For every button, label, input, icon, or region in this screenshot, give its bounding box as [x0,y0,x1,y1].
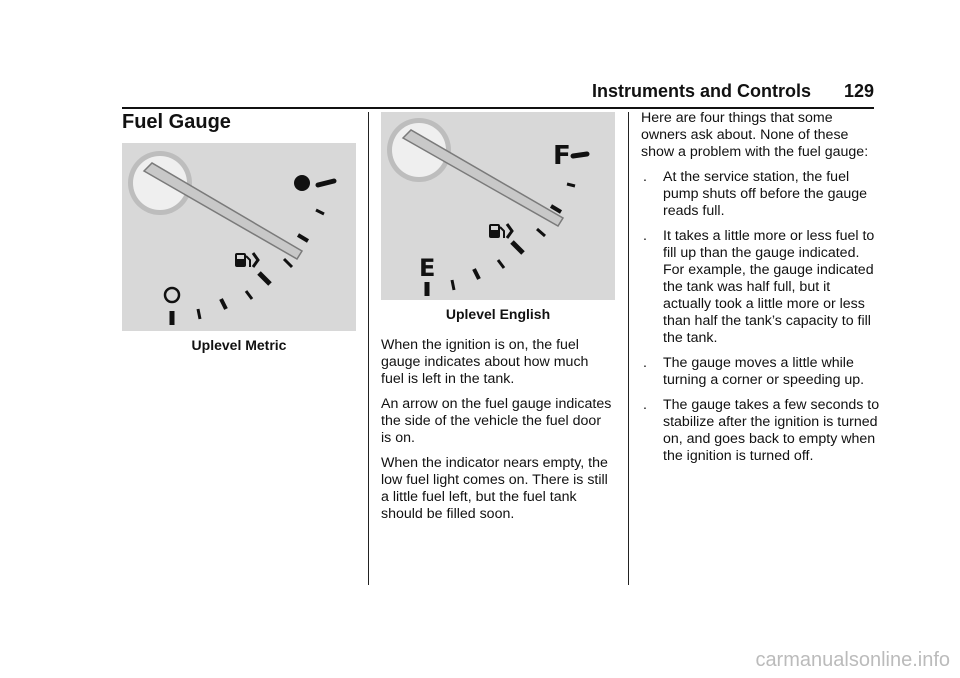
section-title: Fuel Gauge [122,111,231,133]
gauge-tick [452,280,454,290]
list-item-text: It takes a little more or less fuel to fill up than the gauge indicated. For example, the gauge indicated the tank was half full, but it actually took a little more or less than half the tank’s capacity to fill the tank. [663,228,875,346]
full-marker-icon [294,175,310,191]
list-item-text: The gauge takes a few seconds to stabilize after the ignition is turned on, and goes back to empty when the ignition is turned off. [663,397,880,464]
fuel-gauge-metric-illustration [122,143,356,331]
full-tick [573,154,587,156]
bullet-marker: . [643,169,647,185]
list-item [641,355,881,389]
column-divider-2 [628,112,629,585]
fuel-gauge-english-illustration [381,112,615,300]
page-number: 129 [843,81,874,101]
figure-caption-metric: Uplevel Metric [191,337,287,353]
list-item-text: At the service station, the fuel pump shuts off before the gauge reads full. [663,169,868,219]
paragraph: When the indicator nears empty, the low fuel light comes on. There is still a little fuel left, but the fuel tank should be filled soon. [381,455,608,522]
header-rule [122,107,874,109]
paragraph: When the ignition is on, the fuel gauge indicates about how much fuel is left in the tank. [381,337,589,387]
empty-label: E [419,254,436,282]
list-item [641,397,881,465]
bullet-marker: . [643,355,647,371]
gauge-tick [567,184,575,186]
watermark: carmanualsonline.info [755,649,950,671]
bullet-marker: . [643,228,647,244]
paragraph: An arrow on the fuel gauge indicates the side of the vehicle the fuel door is on. [381,396,612,446]
bullet-marker: . [643,397,647,413]
list-item [641,169,881,220]
column-1 [122,110,356,368]
intro-paragraph: Here are four things that some owners ask about. None of these show a problem with the fuel gauge: [641,110,869,160]
column-3 [641,110,881,473]
full-label: F [553,141,571,171]
page-header [122,81,874,109]
figure-caption-english: Uplevel English [445,306,551,322]
list-item-text: The gauge moves a little while turning a corner or speeding up. [663,355,865,388]
gauge-tick [198,309,200,319]
chapter-title: Instruments and Controls [591,81,811,101]
list-item [641,228,881,347]
bullet-list [641,169,881,465]
column-divider-1 [368,112,369,585]
column-2 [381,112,615,531]
